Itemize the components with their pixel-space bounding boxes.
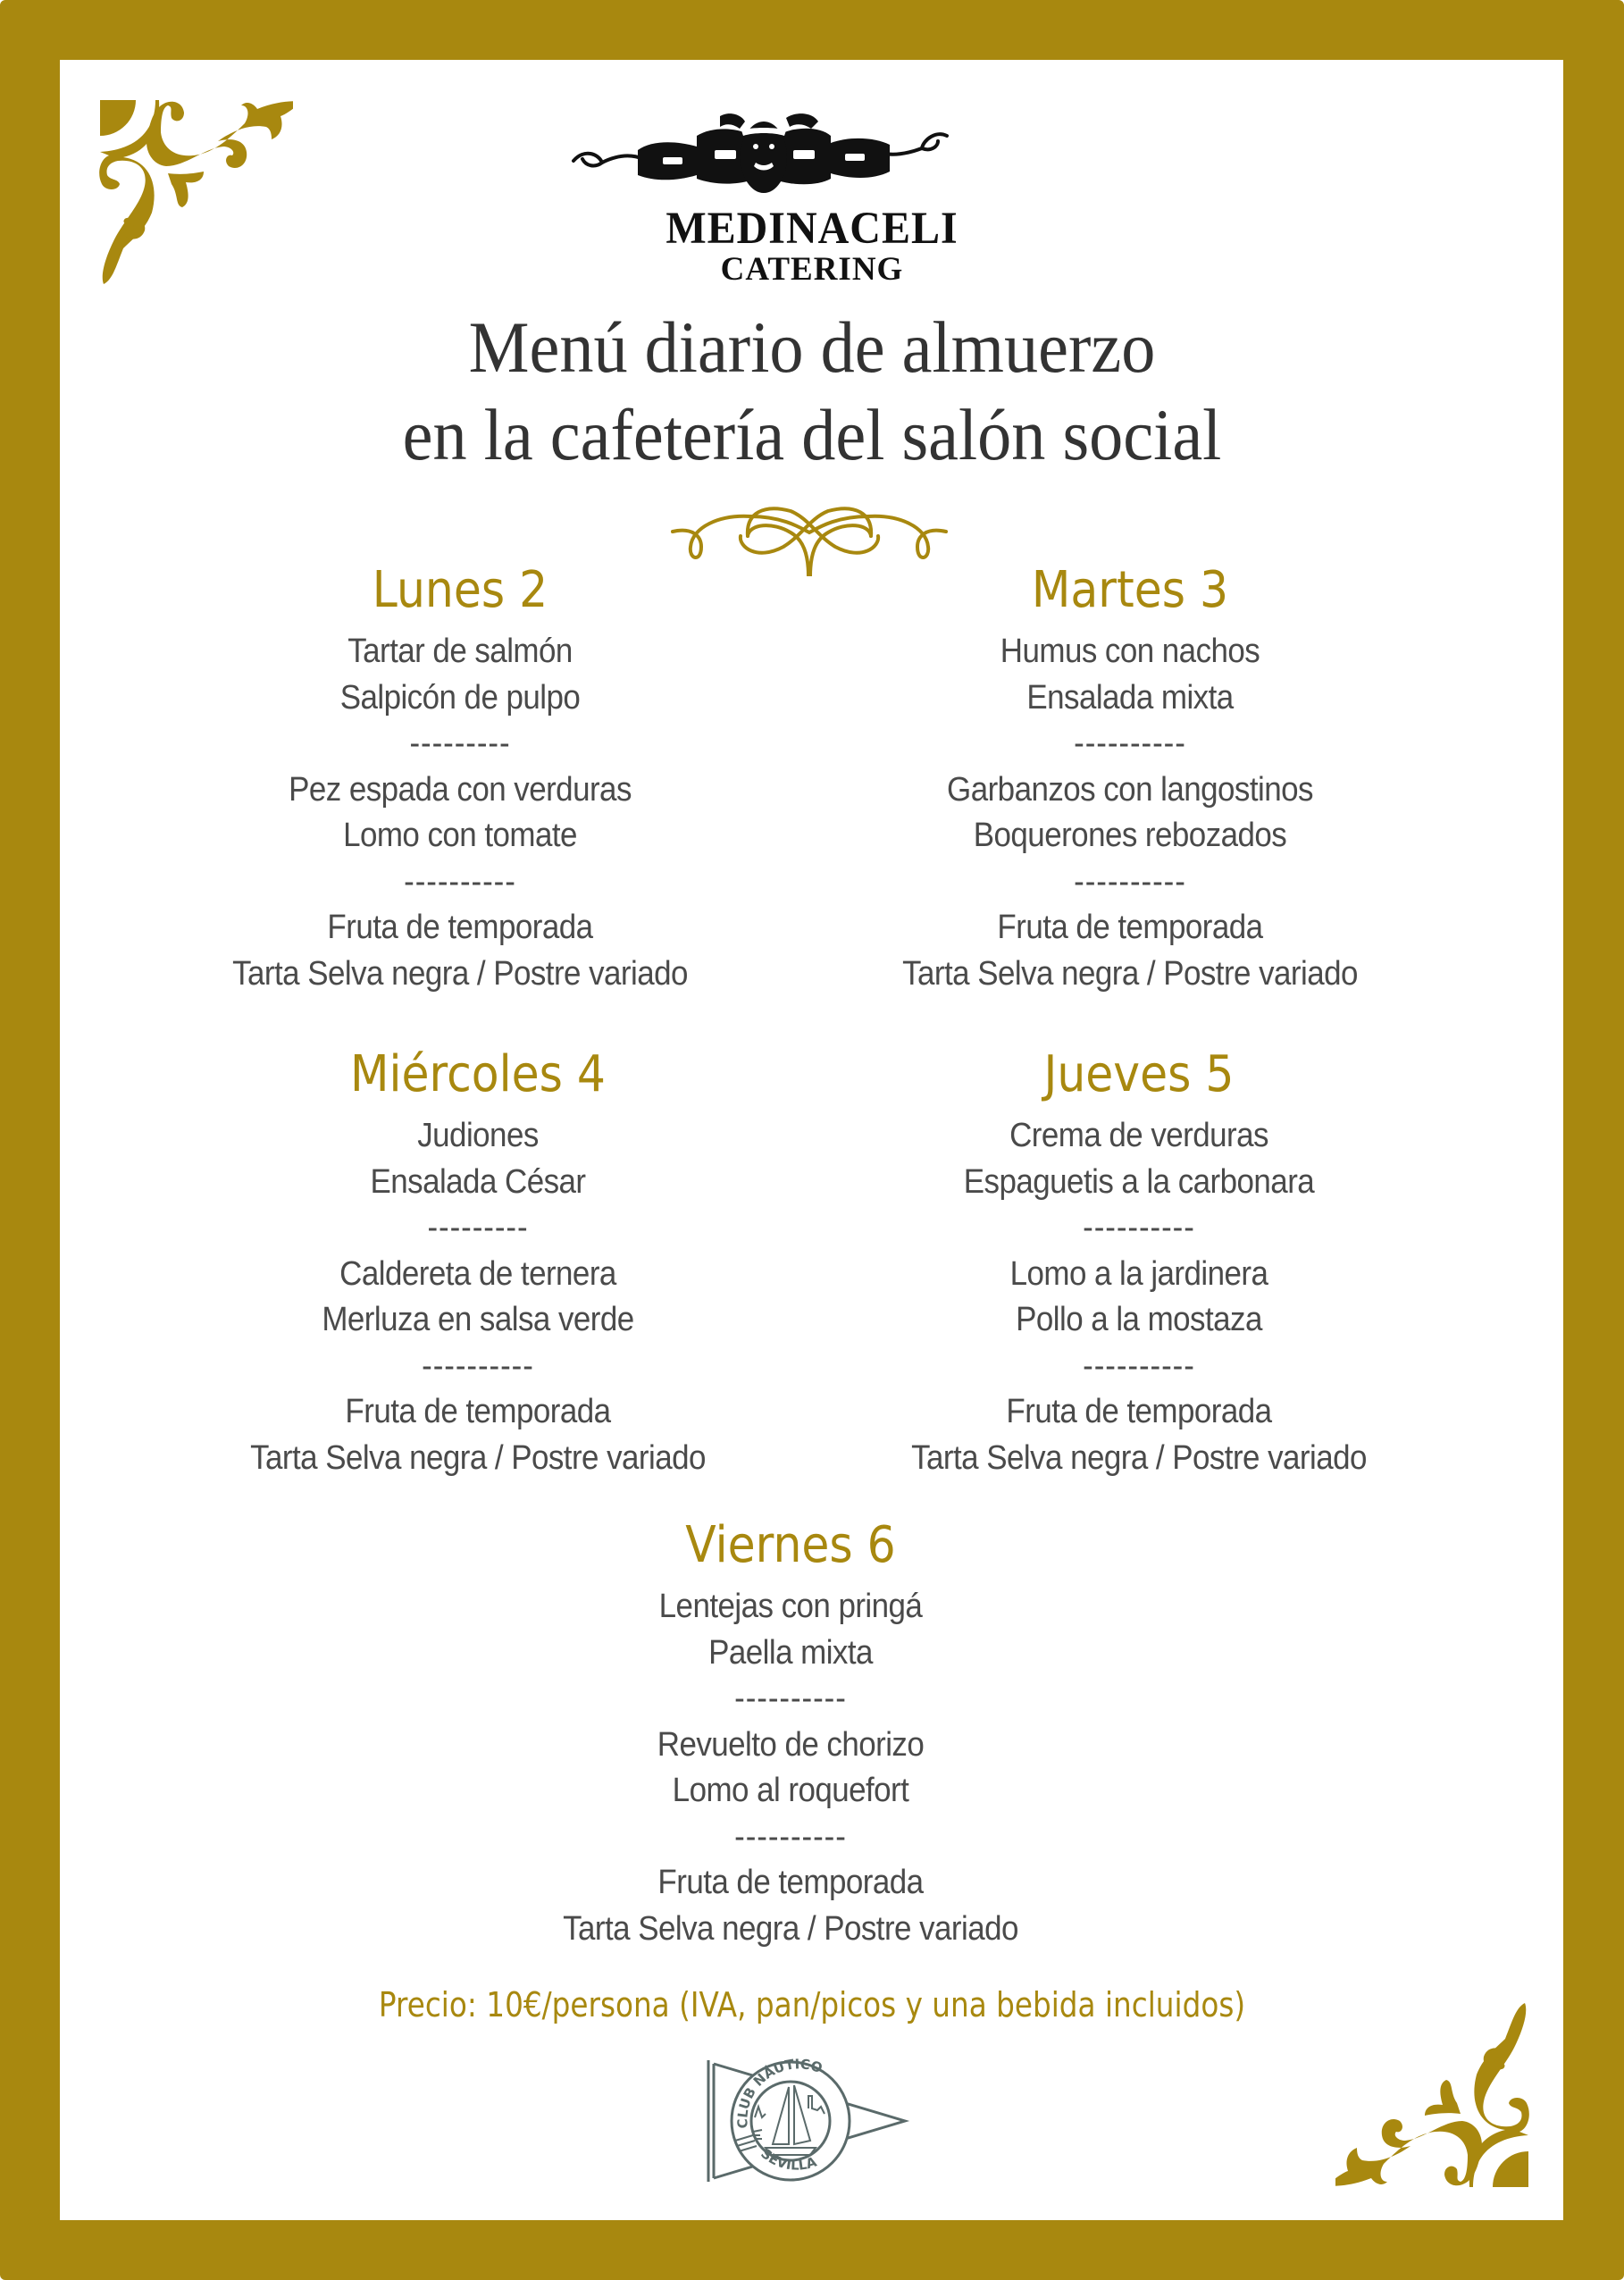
day-heading: Jueves 5: [1043, 1045, 1235, 1103]
dessert-item: Tarta Selva negra / Postre variado: [911, 1438, 1367, 1477]
dish-item: Garbanzos con langostinos: [947, 770, 1313, 809]
dessert-item: Fruta de temporada: [327, 909, 593, 946]
dessert-item: Tarta Selva negra / Postre variado: [232, 954, 688, 993]
club-nautico-sevilla-logo-icon: [701, 2055, 916, 2187]
day-section-lunes: [121, 559, 799, 997]
dessert-item: Tarta Selva negra / Postre variado: [902, 954, 1358, 993]
day-section-miercoles: [138, 1044, 817, 1481]
dish-item: Ensalada César: [370, 1162, 586, 1201]
dessert-item: Fruta de temporada: [345, 1393, 611, 1430]
day-section-martes: [791, 559, 1469, 997]
dish-item: Paella mixta: [708, 1633, 873, 1672]
dish-item: Lomo al roquefort: [672, 1772, 909, 1809]
dish-item: Caldereta de ternera: [339, 1254, 616, 1293]
page-title-line-2: en la cafetería del salón social: [402, 394, 1222, 475]
page-title-line-1: Menú diario de almuerzo: [468, 306, 1156, 388]
day-heading: Miércoles 4: [349, 1045, 607, 1103]
dish-item: Judiones: [417, 1117, 539, 1154]
course-separator: ----------: [404, 862, 516, 901]
dish-item: Lomo a la jardinera: [1009, 1254, 1268, 1293]
day-heading: Viernes 6: [685, 1516, 896, 1574]
medinaceli-emblem-icon: [563, 109, 965, 198]
dish-item: Lomo con tomate: [343, 817, 577, 854]
dessert-item: Tarta Selva negra / Postre variado: [250, 1438, 706, 1477]
brand-name: MEDINACELI: [666, 203, 958, 254]
course-separator: ---------: [427, 1209, 529, 1246]
club-logo-bottom-text: SEVILLA: [758, 2145, 819, 2174]
dessert-item: Fruta de temporada: [997, 909, 1263, 946]
club-logo-top-text: CLUB NÁUTICO: [734, 2056, 825, 2129]
dish-item: Humus con nachos: [1000, 633, 1260, 670]
dessert-item: Fruta de temporada: [657, 1864, 924, 1901]
dish-item: Revuelto de chorizo: [657, 1725, 925, 1764]
dish-item: Pez espada con verduras: [289, 770, 632, 809]
dish-item: Pollo a la mostaza: [1016, 1301, 1262, 1338]
dish-item: Salpicón de pulpo: [339, 678, 581, 717]
day-section-viernes: [451, 1514, 1130, 1952]
dish-item: Espaguetis a la carbonara: [963, 1162, 1315, 1201]
course-separator: ----------: [1083, 1209, 1195, 1246]
dish-item: Tartar de salmón: [347, 633, 573, 670]
course-separator: ----------: [734, 1817, 847, 1856]
course-separator: ----------: [422, 1346, 534, 1385]
price-note: Precio: 10€/persona (IVA, pan/picos y una bebida incluidos): [378, 1985, 1246, 2024]
course-separator: ----------: [1083, 1346, 1195, 1385]
dish-item: Lentejas con pringá: [658, 1588, 923, 1625]
course-separator: ----------: [1074, 862, 1186, 901]
day-section-jueves: [799, 1044, 1478, 1481]
day-heading: Martes 3: [1031, 561, 1229, 619]
course-separator: ----------: [734, 1680, 847, 1717]
brand-subtitle: CATERING: [720, 251, 904, 288]
course-separator: ----------: [1074, 725, 1186, 762]
dish-item: Boquerones rebozados: [973, 817, 1287, 854]
course-separator: ---------: [409, 725, 511, 762]
dessert-item: Fruta de temporada: [1006, 1393, 1272, 1430]
day-heading: Lunes 2: [372, 561, 548, 619]
dish-item: Ensalada mixta: [1026, 678, 1234, 717]
dish-item: Crema de verduras: [1009, 1117, 1268, 1154]
dessert-item: Tarta Selva negra / Postre variado: [563, 1909, 1018, 1948]
dish-item: Merluza en salsa verde: [322, 1301, 634, 1338]
